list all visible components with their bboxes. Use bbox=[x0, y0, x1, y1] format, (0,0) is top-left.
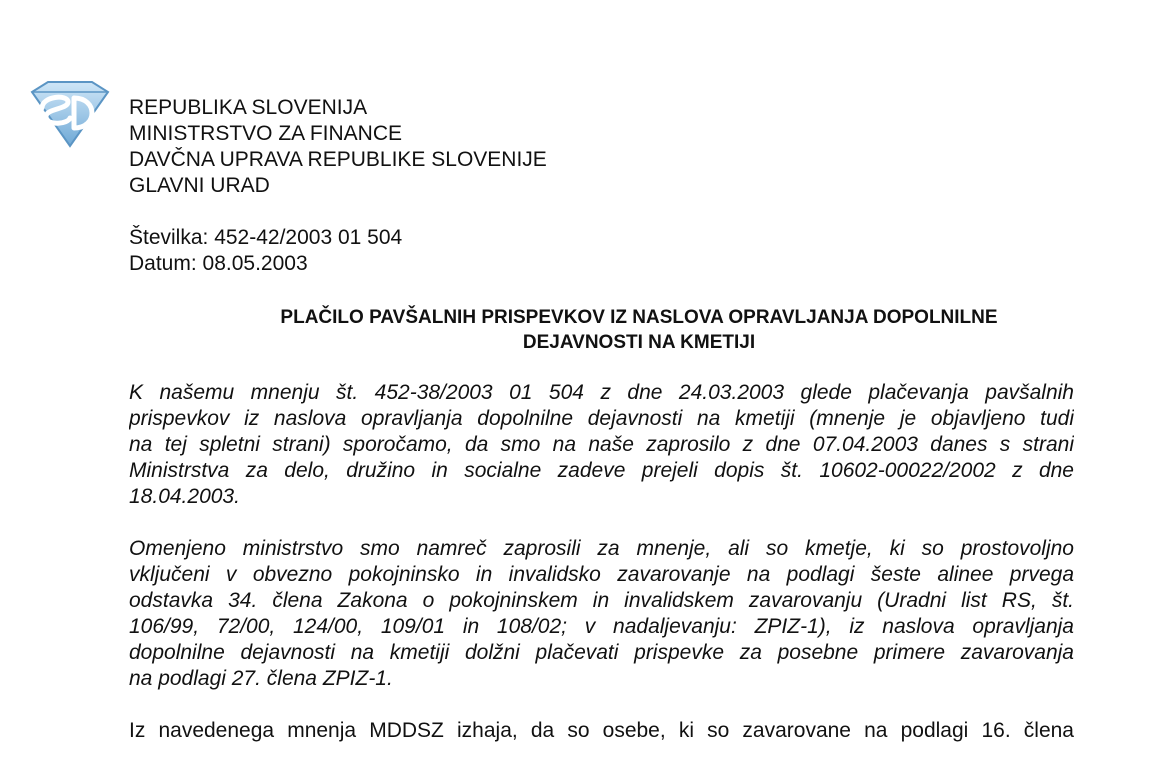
issuer-block bbox=[129, 95, 547, 199]
document-title bbox=[129, 305, 1149, 355]
paragraph-line: prispevkov iz naslova opravljanja dopolnilne dejavnosti na kmetiji (mnenje je objavljeno tudi bbox=[129, 407, 1074, 430]
document-date: Datum: 08.05.2003 bbox=[129, 252, 308, 275]
issuer-line-main-office: GLAVNI URAD bbox=[129, 174, 270, 197]
tax-administration-logo bbox=[28, 78, 112, 150]
paragraph-line: dopolnilne dejavnosti na kmetiji dolžni plačevati prispevke za posebne primere zavarovanja bbox=[129, 641, 1074, 664]
issuer-line-ministry: MINISTRSTVO ZA FINANCE bbox=[129, 122, 403, 145]
document-number: Številka: 452-42/2003 01 504 bbox=[129, 226, 403, 249]
document-title-line-1: PLAČILO PAVŠALNIH PRISPEVKOV IZ NASLOVA OPRAVLJANJA DOPOLNILNE bbox=[280, 307, 998, 328]
document-body bbox=[129, 380, 1074, 770]
paragraph-line: vključeni v obvezno pokojninsko in invalidsko zavarovanje na podlagi šeste alinee prvega bbox=[129, 563, 1074, 586]
paragraph-line: K našemu mnenju št. 452-38/2003 01 504 z dne 24.03.2003 glede plačevanja pavšalnih bbox=[129, 381, 1074, 404]
paragraph-line: Iz navedenega mnenja MDDSZ izhaja, da so osebe, ki so zavarovane na podlagi 16. člena bbox=[129, 719, 1074, 742]
issuer-line-tax-administration: DAVČNA UPRAVA REPUBLIKE SLOVENIJE bbox=[129, 148, 547, 171]
paragraph-line: na podlagi 27. člena ZPIZ-1. bbox=[129, 667, 393, 690]
paragraph-3 bbox=[129, 718, 1074, 744]
paragraph-1 bbox=[129, 380, 1074, 510]
paragraph-line: 106/99, 72/00, 124/00, 109/01 in 108/02; v nadaljevanju: ZPIZ-1), iz naslova opravljanja bbox=[129, 615, 1074, 638]
document-meta bbox=[129, 225, 402, 277]
paragraph-line: Ministrstva za delo, družino in socialne zadeve prejeli dopis št. 10602-00022/2002 z dne bbox=[129, 459, 1074, 482]
document-title-line-2: DEJAVNOSTI NA KMETIJI bbox=[522, 332, 756, 353]
paragraph-line: Omenjeno ministrstvo smo namreč zaprosili za mnenje, ali so kmetje, ki so prostovoljno bbox=[129, 537, 1074, 560]
paragraph-line: 18.04.2003. bbox=[129, 485, 240, 508]
paragraph-line: odstavka 34. člena Zakona o pokojninskem in invalidskem zavarovanju (Uradni list RS, št. bbox=[129, 589, 1074, 612]
paragraph-line: na tej spletni strani) sporočamo, da smo na naše zaprosilo z dne 07.04.2003 danes s strani bbox=[129, 433, 1074, 456]
paragraph-2 bbox=[129, 536, 1074, 692]
issuer-line-republic: REPUBLIKA SLOVENIJA bbox=[129, 96, 368, 119]
